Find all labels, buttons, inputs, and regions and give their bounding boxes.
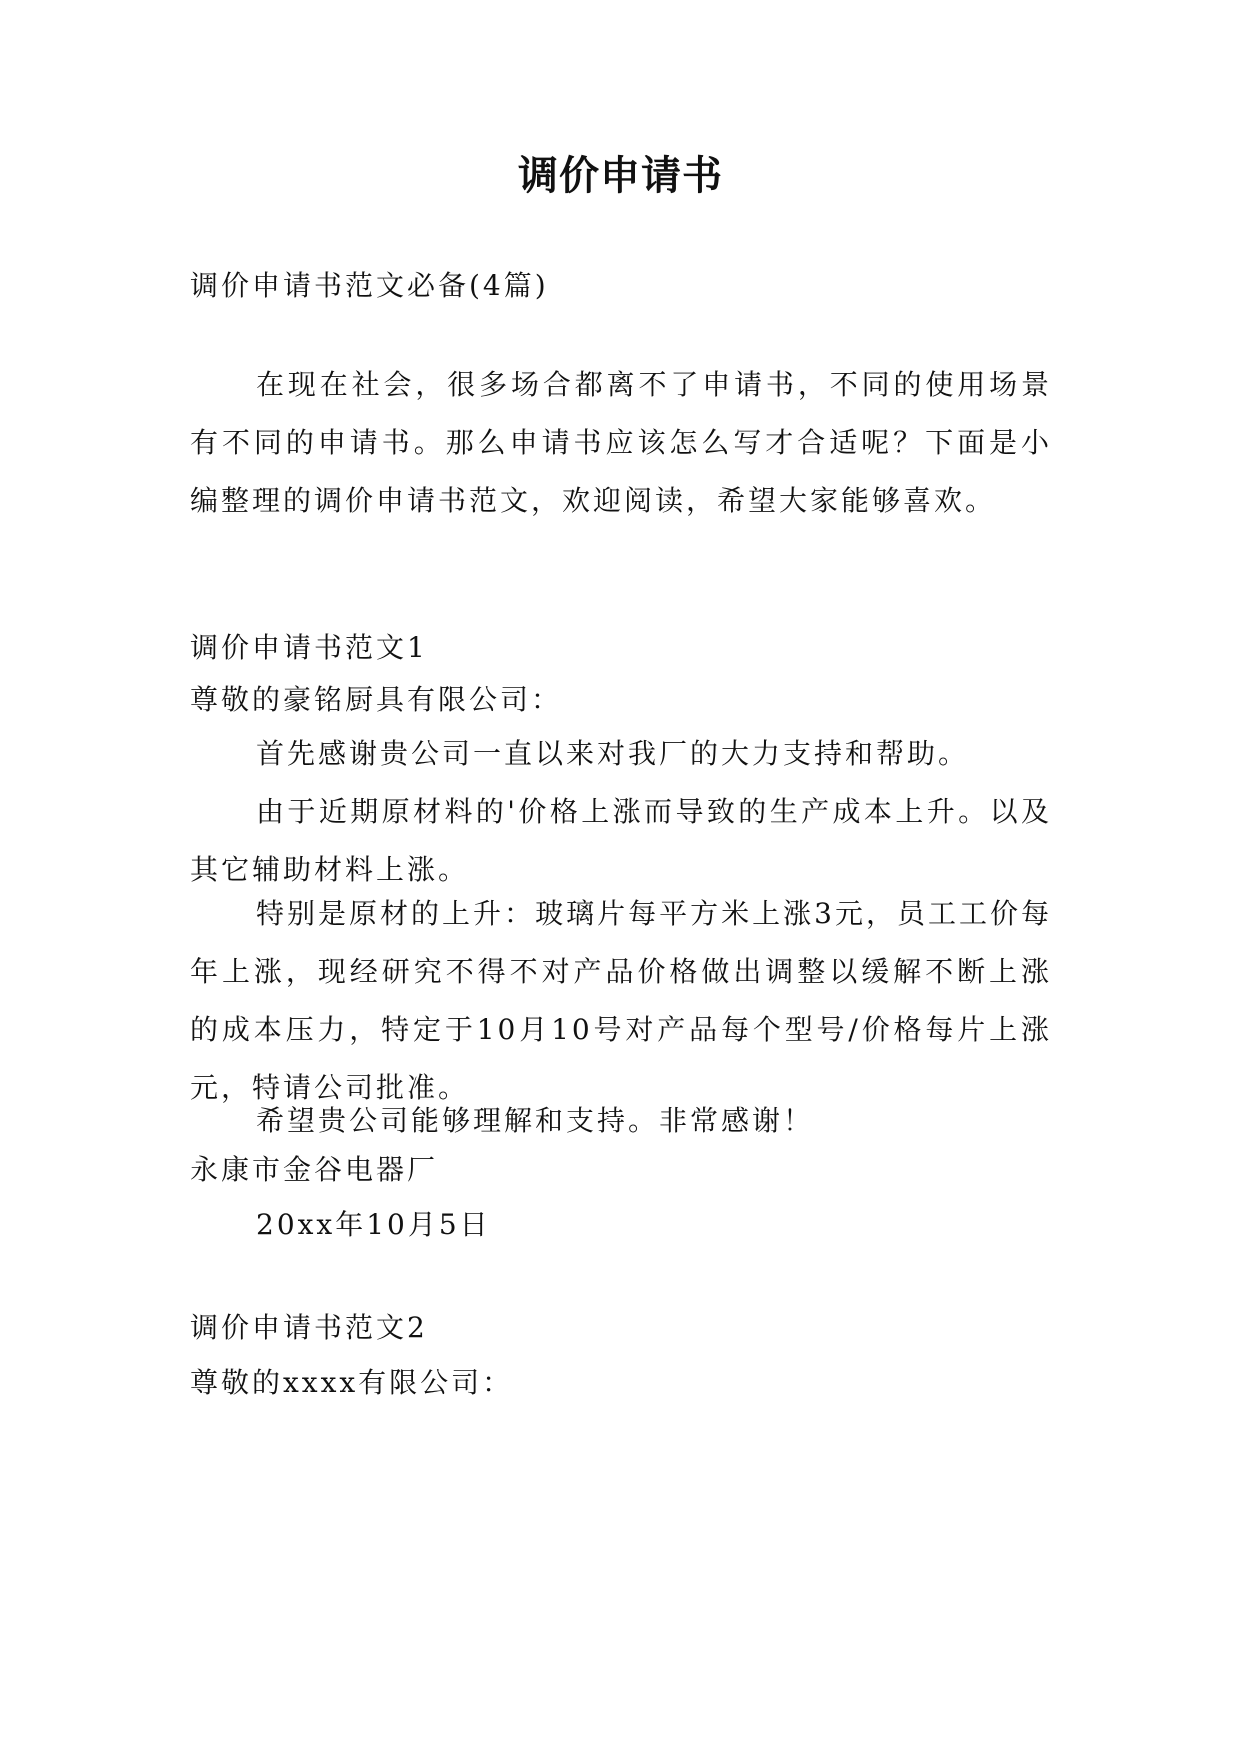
document-title: 调价申请书 <box>518 153 723 199</box>
sample2-heading: 调价申请书范文2 <box>190 1311 428 1344</box>
sample1-paragraph-2: 由于近期原材料的'价格上涨而导致的生产成本上升。以及其它辅助材料上涨。 <box>190 795 1052 886</box>
sample1-paragraph-4: 希望贵公司能够理解和支持。非常感谢！ <box>256 1104 815 1137</box>
intro-paragraph: 在现在社会，很多场合都离不了申请书，不同的使用场景有不同的申请书。那么申请书应该怎么写才合适呢？下面是小编整理的调价申请书范文，欢迎阅读，希望大家能够喜欢。 <box>190 368 1052 517</box>
sample1-date: 20xx年10月5日 <box>256 1208 491 1241</box>
sample1-paragraph-3: 特别是原材的上升：玻璃片每平方米上涨3元，员工工价每年上涨，现经研究不得不对产品价格做出调整以缓解不断上涨的成本压力，特定于10月10号对产品每个型号/价格每片上涨元，特请公司批准。 <box>190 897 1052 1104</box>
sample1-salutation: 尊敬的豪铭厨具有限公司： <box>190 683 563 716</box>
document-subtitle: 调价申请书范文必备(4篇) <box>190 269 549 302</box>
sample2-salutation: 尊敬的xxxx有限公司： <box>190 1366 514 1399</box>
sample1-heading: 调价申请书范文1 <box>190 631 428 664</box>
sample1-paragraph-1: 首先感谢贵公司一直以来对我厂的大力支持和帮助。 <box>256 737 970 770</box>
sample1-signer: 永康市金谷电器厂 <box>190 1153 439 1186</box>
